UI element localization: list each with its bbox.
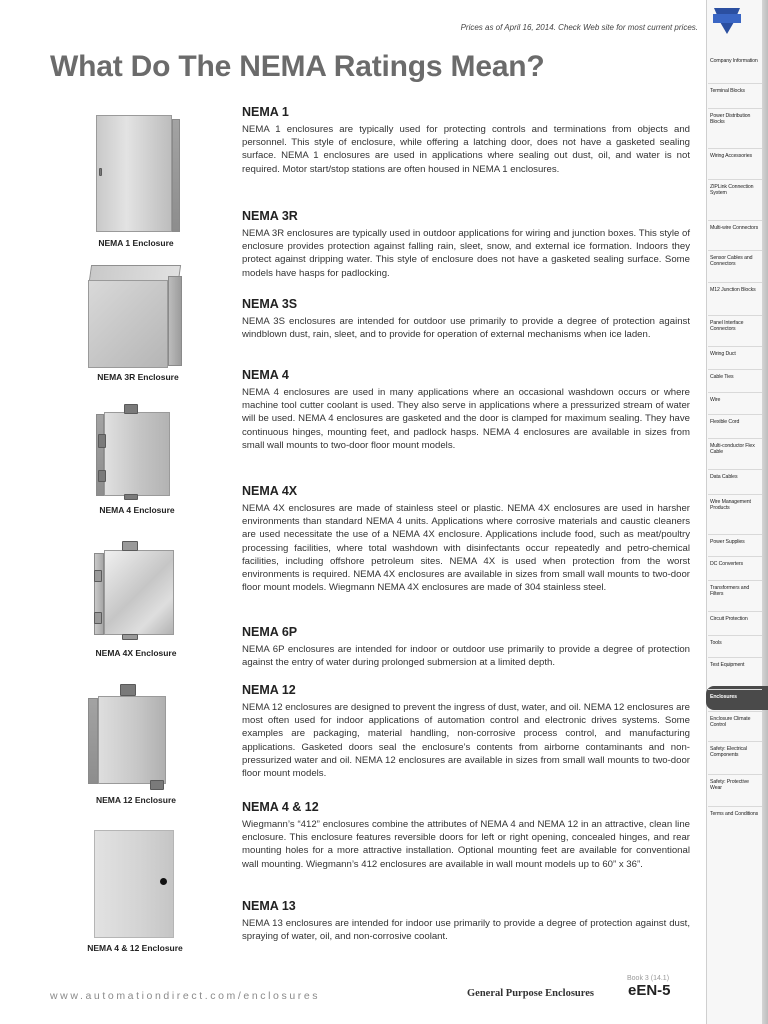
sidebar-item-wiring-duct[interactable]: Wiring Duct — [710, 351, 736, 357]
section-heading: NEMA 1 — [242, 105, 289, 119]
sidebar-divider — [708, 635, 762, 636]
sidebar-divider — [708, 556, 762, 557]
section-heading: NEMA 13 — [242, 899, 296, 913]
sidebar-divider — [708, 83, 762, 84]
section-body: NEMA 1 enclosures are typically used for protecting controls and terminations from objects and personnel. This style of enclosure, while offering a latching door, does not have a gasketed sealing surface. NEMA 1 enclosures are used in applications where sealing out dust, oil, and water is not required. Motor start/stop stations are often housed in NEMA 1 enclosures. — [242, 124, 690, 175]
section-nema-6p — [242, 624, 690, 669]
sidebar-item-circuit-protection[interactable]: Circuit Protection — [710, 616, 748, 622]
section-nema-4-12 — [242, 799, 690, 871]
product-caption: NEMA 3R Enclosure — [97, 372, 179, 382]
sidebar-divider — [708, 108, 762, 109]
footer-url[interactable]: www.automationdirect.com/enclosures — [50, 990, 321, 1002]
price-note: Prices as of April 16, 2014. Check Web site for most current prices. — [460, 23, 698, 32]
sidebar-item-wire-management-products[interactable]: Wire Management Products — [710, 499, 751, 512]
sidebar-divider — [708, 806, 762, 807]
sidebar-divider — [708, 438, 762, 439]
page-title: What Do The NEMA Ratings Mean? — [50, 50, 545, 83]
sidebar-item-safety-electrical-components[interactable]: Safety: Electrical Components — [710, 746, 747, 759]
sidebar-divider — [708, 392, 762, 393]
sidebar-divider — [708, 414, 762, 415]
section-heading: NEMA 4X — [242, 484, 298, 498]
sidebar-item-wiring-accessories[interactable]: Wiring Accessories — [710, 153, 753, 159]
sidebar-divider — [708, 657, 762, 658]
section-body: NEMA 12 enclosures are designed to prevent the ingress of dust, water, and oil. NEMA 12 enclosures are most often used for indoor applications of automation control and electronic drives systems. Some examples are packaging, material handling, non-corrosive process control, and manufacturing applications. Gasketed doors seal the enclosure’s contents from airborne contaminants and non-pressurized water and oil. NEMA 12 enclosures are available in sizes from small wall mounts to two-door floor mount models. — [242, 702, 690, 780]
sidebar-divider — [708, 220, 762, 221]
sidebar-item-panel-interface-connectors[interactable]: Panel Interface Connectors — [710, 320, 744, 333]
sidebar-item-enclosures[interactable]: Enclosures — [710, 694, 737, 700]
section-body: NEMA 4 enclosures are used in many applications where an occasional washdown occurs or where machine tool cutter coolant is used. They also serve in applications where a pressurized stream of water will be used. NEMA 4 enclosures are gasketed and the door is clamped for maximum sealing. They have continuous hinges, mounting feet, and padlock hasps. NEMA 4 enclosures are available in sizes from small wall mounts to two-door floor mount models. — [242, 387, 690, 451]
section-body: NEMA 4X enclosures are made of stainless steel or plastic. NEMA 4X enclosures are used in harsher environments than standard NEMA 4 units. Applications where corrosive materials and caustic cleaners are used necessitate the use of a NEMA 4X enclosure. Applications include food, such as meat/poultry processing facilities, where total washdown with disinfectants occur repeatedly and petro-chemical facilities, including offshore petroleum sites. NEMA 4X is used when protection from the worst environments is required. NEMA 4X enclosures are available in sizes from small wall mounts to two-door floor mount models. Wiegmann NEMA 4X enclosures are made of 304 stainless steel. — [242, 503, 690, 594]
product-caption: NEMA 1 Enclosure — [98, 238, 174, 248]
sidebar-divider — [708, 282, 762, 283]
sidebar-divider — [708, 369, 762, 370]
section-heading: NEMA 4 — [242, 368, 289, 382]
sidebar-item-multi-wire-connectors[interactable]: Multi-wire Connectors — [710, 225, 759, 231]
section-heading: NEMA 12 — [242, 683, 296, 697]
section-body: Wiegmann’s “412” enclosures combine the attributes of NEMA 4 and NEMA 12 in an attractive, clean line enclosure. This enclosure features reversible doors for left or right opening, concealed hinges, and rear mounting holes for a more attractive installation. Optional mounting feet are available for conventional wall mounting. Wiegmann’s 412 enclosures are available in wall mount models up to 60” x 36”. — [242, 819, 690, 870]
sidebar-item-enclosure-climate-control[interactable]: Enclosure Climate Control — [710, 716, 751, 729]
sidebar-item-test-equipment[interactable]: Test Equipment — [710, 662, 745, 668]
sidebar-divider — [708, 315, 762, 316]
section-nema-3r — [242, 208, 690, 280]
door-latch-icon — [160, 878, 167, 885]
sidebar-divider — [708, 494, 762, 495]
automation-direct-logo[interactable] — [712, 4, 742, 38]
sidebar-divider — [708, 741, 762, 742]
footer-book-label: Book 3 (14.1) — [627, 975, 670, 982]
sidebar-item-ziplink-connection-system[interactable]: ZIPLink Connection System — [710, 184, 754, 197]
sidebar-divider — [708, 611, 762, 612]
section-nema-13 — [242, 898, 690, 943]
sidebar-divider — [708, 689, 762, 690]
sidebar-item-m12-junction-blocks[interactable]: M12 Junction Blocks — [710, 287, 756, 293]
section-heading: NEMA 6P — [242, 625, 298, 639]
section-nema-4 — [242, 367, 690, 452]
sidebar-item-company-information[interactable]: Company Information — [710, 58, 758, 64]
sidebar-item-flexible-cord[interactable]: Flexible Cord — [710, 419, 740, 425]
sidebar-item-transformers-and-filters[interactable]: Transformers and Filters — [710, 585, 750, 598]
product-caption: NEMA 4X Enclosure — [95, 648, 177, 658]
sidebar-divider — [708, 148, 762, 149]
sidebar-item-tools[interactable]: Tools — [710, 640, 722, 646]
sidebar-item-multi-conductor-flex-cable[interactable]: Multi-conductor Flex Cable — [710, 443, 755, 456]
sidebar-divider — [708, 580, 762, 581]
sidebar-divider — [708, 774, 762, 775]
sidebar-divider — [708, 469, 762, 470]
sidebar-divider — [708, 179, 762, 180]
section-nema-4x — [242, 483, 690, 594]
sidebar-item-wire[interactable]: Wire — [710, 397, 721, 403]
sidebar-item-terminal-blocks[interactable]: Terminal Blocks — [710, 88, 745, 94]
sidebar-item-power-supplies[interactable]: Power Supplies — [710, 539, 745, 545]
product-caption: NEMA 4 & 12 Enclosure — [87, 943, 183, 953]
sidebar-edge — [762, 0, 768, 1024]
product-caption: NEMA 12 Enclosure — [96, 795, 176, 805]
section-nema-12 — [242, 682, 690, 780]
section-heading: NEMA 3S — [242, 297, 298, 311]
sidebar-divider — [708, 346, 762, 347]
sidebar-item-sensor-cables-and-connectors[interactable]: Sensor Cables and Connectors — [710, 255, 753, 268]
sidebar-item-power-distribution-blocks[interactable]: Power Distribution Blocks — [710, 113, 751, 126]
sidebar-item-data-cables[interactable]: Data Cables — [710, 474, 738, 480]
sidebar-divider — [708, 534, 762, 535]
section-body: NEMA 3S enclosures are intended for outdoor use primarily to provide a degree of protection against windblown dust, rain, sleet, and to provide for operation of external mechanisms when ice laden. — [242, 316, 690, 341]
section-heading: NEMA 4 & 12 — [242, 800, 319, 814]
section-body: NEMA 6P enclosures are intended for indoor or outdoor use primarily to provide a degree of protection against the entry of water during prolonged submersion at a limited depth. — [242, 644, 690, 669]
footer-page-number: eEN-5 — [628, 982, 671, 999]
sidebar-item-cable-ties[interactable]: Cable Ties — [710, 374, 734, 380]
sidebar-divider — [708, 711, 762, 712]
sidebar-item-dc-converters[interactable]: DC Converters — [710, 561, 744, 567]
product-caption: NEMA 4 Enclosure — [99, 505, 175, 515]
section-heading: NEMA 3R — [242, 209, 298, 223]
sidebar-item-safety-protective-wear[interactable]: Safety: Protective Wear — [710, 779, 749, 792]
sidebar-item-terms-and-conditions[interactable]: Terms and Conditions — [710, 811, 759, 817]
sidebar-divider — [708, 250, 762, 251]
section-nema-1 — [242, 104, 690, 176]
section-body: NEMA 13 enclosures are intended for indoor use primarily to provide a degree of protection against dust, spraying of water, oil, and non-corrosive coolant. — [242, 918, 690, 943]
section-body: NEMA 3R enclosures are typically used in outdoor applications for wiring and junction boxes. This style of enclosure provides protection against falling rain, sleet, snow, and external ice formation. Indoors they protect against dripping water. This style of enclosure does not have a gasketed sealing surface. Some models have hasps for padlocking. — [242, 228, 690, 279]
section-nema-3s — [242, 296, 690, 341]
footer-section-name: General Purpose Enclosures — [467, 988, 594, 999]
